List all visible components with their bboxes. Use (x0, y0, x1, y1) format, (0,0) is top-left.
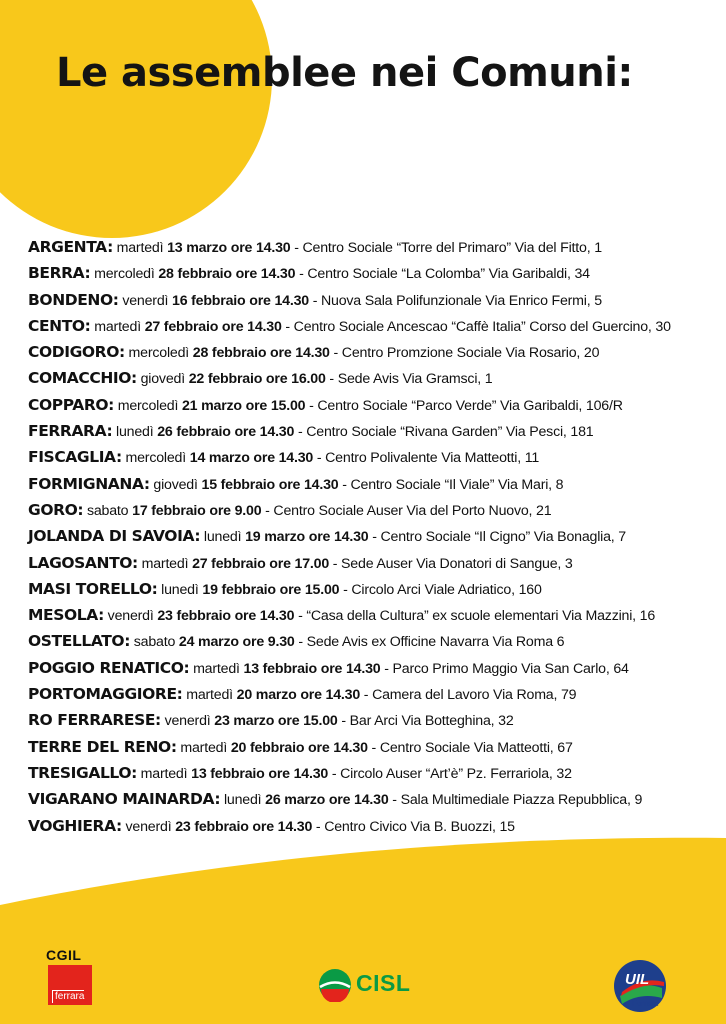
town-name: CENTO: (28, 316, 91, 335)
assembly-row (28, 339, 718, 365)
assembly-day: martedì (180, 739, 228, 756)
assembly-row (28, 444, 718, 470)
assembly-row (28, 576, 718, 602)
assembly-venue: - Centro Sociale Via Matteotti, 67 (371, 739, 573, 756)
assembly-date-time: 27 febbraio ore 14.30 (144, 318, 282, 335)
assembly-row (28, 813, 718, 839)
assembly-day: mercoledì (125, 450, 186, 467)
town-name: COMACCHIO: (28, 369, 137, 388)
assembly-row (28, 734, 718, 760)
assembly-day: giovedì (153, 476, 198, 493)
assembly-venue: - Circolo Arci Viale Adriatico, 160 (343, 581, 542, 598)
assembly-day: venerdì (125, 818, 172, 835)
cisl-logo (318, 968, 436, 1004)
assembly-date-time: 13 febbraio ore 14.30 (191, 765, 329, 782)
town-name: GORO: (28, 500, 84, 519)
assembly-date-time: 26 febbraio ore 14.30 (157, 424, 295, 441)
assembly-row (28, 313, 718, 339)
town-name: TERRE DEL RENO: (28, 737, 177, 756)
assembly-venue: - Centro Sociale “Il Viale” Via Mari, 8 (342, 476, 564, 493)
assembly-venue: - Centro Sociale “La Colomba” Via Garibaldi, 34 (299, 266, 590, 283)
assembly-row (28, 602, 718, 628)
assembly-row (28, 760, 718, 786)
town-name: VIGARANO MAINARDA: (28, 790, 221, 809)
town-name: POGGIO RENATICO: (28, 658, 190, 677)
town-name: OSTELLATO: (28, 632, 130, 651)
uil-logo (612, 958, 670, 1016)
assembly-venue: - Centro Sociale “Rivana Garden” Via Pesci, 181 (297, 424, 594, 441)
assembly-day: mercoledì (94, 266, 155, 283)
assembly-date-time: 17 febbraio ore 9.00 (132, 502, 262, 519)
assembly-date-time: 13 marzo ore 14.30 (167, 240, 291, 256)
assembly-date-time: 23 febbraio ore 14.30 (157, 608, 295, 625)
cisl-emblem-icon (318, 968, 352, 1002)
assembly-list (28, 234, 718, 839)
town-name: MESOLA: (28, 606, 104, 625)
assembly-venue: - Camera del Lavoro Via Roma, 79 (363, 687, 577, 704)
assembly-date-time: 23 marzo ore 15.00 (214, 713, 338, 730)
town-name: ARGENTA: (28, 238, 113, 256)
assembly-date-time: 27 febbraio ore 17.00 (192, 555, 330, 572)
assembly-date-time: 20 febbraio ore 14.30 (230, 739, 368, 756)
assembly-day: mercoledì (117, 397, 179, 414)
assembly-day: venerdì (107, 608, 154, 625)
assembly-venue: - Centro Sociale Auser Via del Porto Nuovo, 21 (265, 502, 552, 519)
assembly-date-time: 14 marzo ore 14.30 (189, 450, 314, 467)
assembly-date-time: 28 febbraio ore 14.30 (192, 345, 330, 362)
assembly-row (28, 497, 718, 523)
town-name: TRESIGALLO: (28, 763, 137, 782)
assembly-venue: - Sala Multimediale Piazza Repubblica, 9 (392, 792, 643, 809)
assembly-date-time: 26 marzo ore 14.30 (265, 792, 389, 809)
page-title: Le assemblee nei Comuni: (56, 50, 633, 96)
assembly-date-time: 22 febbraio ore 16.00 (188, 371, 326, 388)
assembly-date-time: 13 febbraio ore 14.30 (243, 660, 381, 677)
assembly-day: martedì (193, 660, 240, 677)
town-name: VOGHIERA: (28, 816, 122, 835)
assembly-date-time: 24 marzo ore 9.30 (178, 634, 295, 651)
assembly-day: martedì (186, 687, 233, 704)
assembly-date-time: 23 febbraio ore 14.30 (175, 818, 313, 835)
assembly-day: martedì (140, 765, 188, 782)
town-name: COPPARO: (28, 395, 114, 414)
assembly-day: sabato (133, 634, 176, 651)
assembly-venue: - “Casa della Cultura” ex scuole elementari Via Mazzini, 16 (298, 608, 656, 625)
town-name: RO FERRARESE: (28, 711, 161, 730)
assembly-date-time: 16 febbraio ore 14.30 (172, 292, 309, 309)
assembly-venue: - Nuova Sala Polifunzionale Via Enrico Fermi, 5 (312, 292, 602, 309)
assembly-day: lunedì (161, 581, 199, 598)
assembly-day: lunedì (223, 792, 262, 809)
assembly-date-time: 19 marzo ore 14.30 (245, 529, 369, 546)
assembly-day: mercoledì (128, 345, 190, 362)
assembly-row (28, 392, 718, 418)
assembly-venue: - Sede Avis Via Gramsci, 1 (329, 371, 493, 388)
town-name: PORTOMAGGIORE: (28, 685, 183, 704)
assembly-row (28, 681, 718, 707)
assembly-day: martedì (116, 240, 164, 256)
assembly-row (28, 655, 718, 681)
assembly-day: venerdì (164, 713, 211, 730)
assembly-row (28, 707, 718, 733)
town-name: CODIGORO: (28, 343, 125, 362)
assembly-row (28, 365, 718, 391)
town-name: JOLANDA DI SAVOIA: (28, 527, 201, 546)
uil-name: UIL (625, 971, 650, 988)
assembly-venue: - Centro Sociale “Il Cigno” Via Bonaglia, 7 (372, 529, 626, 546)
assembly-venue: - Bar Arci Via Botteghina, 32 (341, 713, 514, 730)
town-name: FORMIGNANA: (28, 474, 150, 493)
cisl-name: CISL (356, 970, 411, 996)
assembly-venue: - Sede Auser Via Donatori di Sangue, 3 (332, 555, 573, 572)
assembly-day: martedì (94, 318, 141, 335)
assembly-day: martedì (141, 555, 189, 572)
town-name: FERRARA: (28, 422, 113, 441)
assembly-day: lunedì (203, 529, 242, 546)
assembly-row (28, 550, 718, 576)
cgil-city: ferrara (52, 990, 84, 1003)
assembly-venue: - Centro Promzione Sociale Via Rosario, 20 (333, 345, 600, 362)
assembly-row (28, 260, 718, 286)
assembly-row (28, 287, 718, 313)
assembly-date-time: 20 marzo ore 14.30 (236, 687, 361, 704)
assembly-venue: - Centro Polivalente Via Matteotti, 11 (316, 450, 540, 467)
assembly-venue: - Centro Civico Via B. Buozzi, 15 (315, 818, 515, 835)
assembly-venue: - Parco Primo Maggio Via San Carlo, 64 (384, 660, 629, 677)
assembly-venue: - Circolo Auser “Art’è” Pz. Ferrariola, 32 (331, 765, 572, 782)
assembly-date-time: 15 febbraio ore 14.30 (201, 476, 339, 493)
assembly-row (28, 234, 718, 260)
uil-city: Ferrara (632, 999, 659, 1008)
assembly-venue: - Centro Sociale “Torre del Primaro” Via del Fitto, 1 (294, 240, 602, 256)
town-name: LAGOSANTO: (28, 553, 138, 572)
assembly-venue: - Centro Sociale Ancescao “Caffè Italia” Corso del Guercino, 30 (285, 318, 671, 335)
assembly-date-time: 21 marzo ore 15.00 (181, 397, 306, 414)
assembly-date-time: 19 febbraio ore 15.00 (202, 581, 340, 598)
assembly-date-time: 28 febbraio ore 14.30 (158, 266, 296, 283)
town-name: MASI TORELLO: (28, 579, 158, 598)
assembly-day: venerdì (122, 292, 169, 309)
yellow-circle-decoration (0, 0, 272, 238)
town-name: FISCAGLIA: (28, 448, 122, 467)
assembly-day: lunedì (116, 424, 154, 441)
assembly-row (28, 471, 718, 497)
town-name: BERRA: (28, 264, 91, 283)
assembly-row (28, 523, 718, 549)
town-name: BONDENO: (28, 290, 119, 309)
cgil-logo (46, 947, 98, 1007)
assembly-row (28, 786, 718, 812)
assembly-row (28, 628, 718, 654)
assembly-day: sabato (86, 502, 129, 519)
assembly-row (28, 418, 718, 444)
assembly-day: giovedì (140, 371, 185, 388)
assembly-venue: - Sede Avis ex Officine Navarra Via Roma 6 (298, 634, 565, 651)
assembly-venue: - Centro Sociale “Parco Verde” Via Garibaldi, 106/R (309, 397, 623, 414)
cgil-name: CGIL (46, 947, 82, 963)
